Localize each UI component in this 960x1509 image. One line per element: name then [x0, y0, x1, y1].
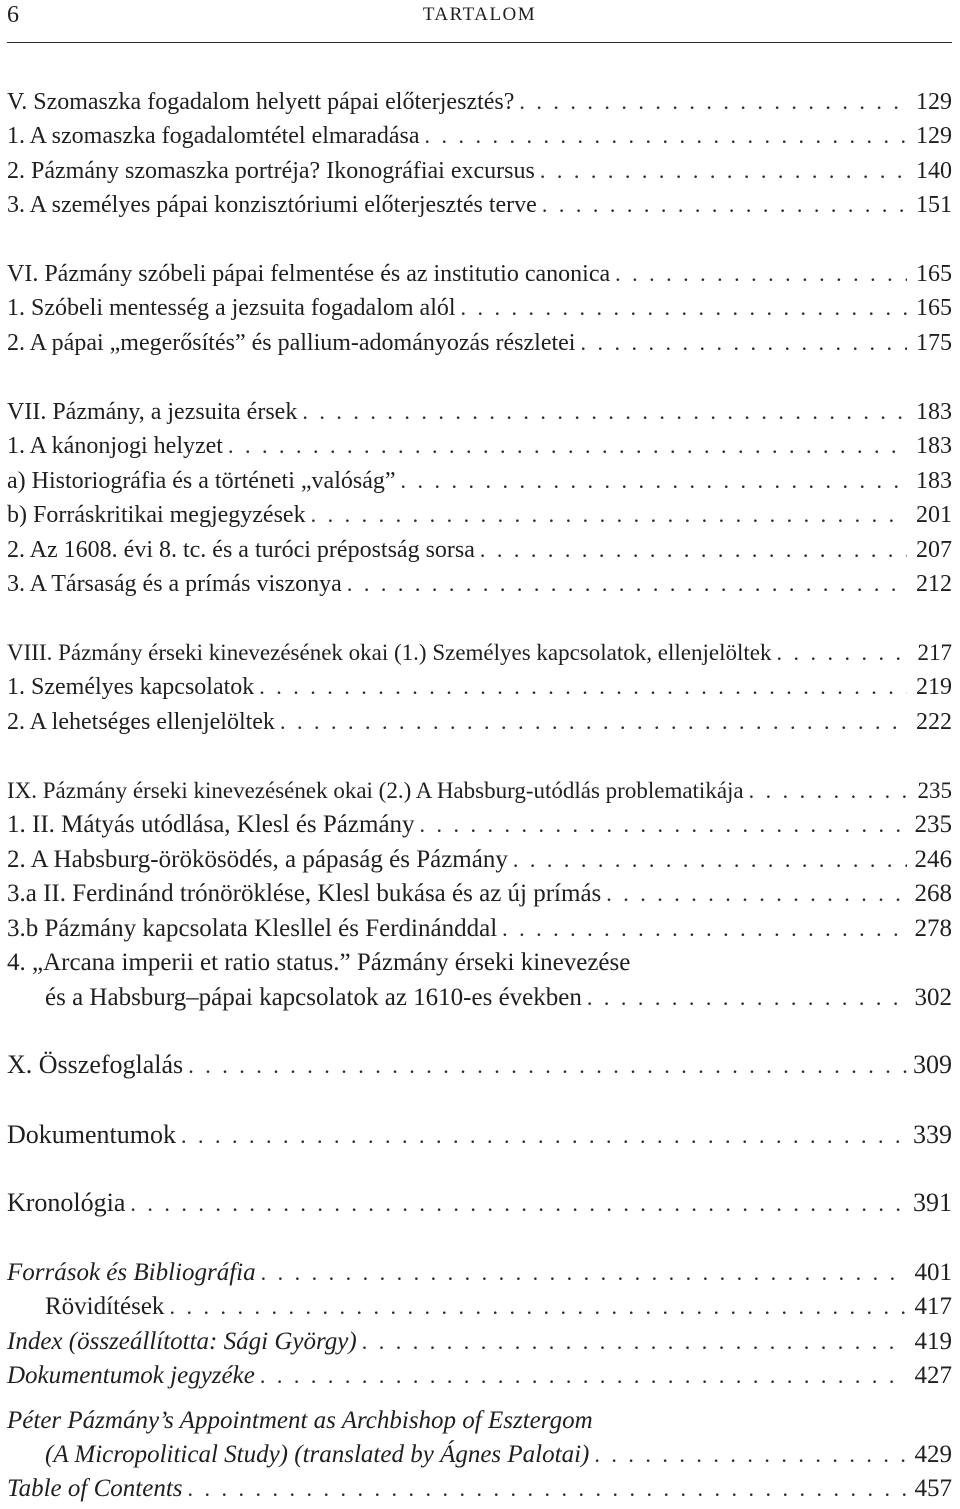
toc-entry[interactable]: [7, 912, 952, 946]
dot-leader: [480, 533, 907, 567]
dot-leader: [261, 1256, 907, 1290]
toc-entry[interactable]: [7, 1290, 952, 1324]
toc-entry-page: 302: [914, 984, 952, 1011]
toc-entry[interactable]: [7, 1118, 952, 1152]
toc-entry-page: 151: [916, 192, 952, 218]
toc-entry-title: Kronológia: [7, 1188, 126, 1217]
dot-leader: [776, 636, 907, 670]
toc-entry[interactable]: [7, 326, 952, 360]
toc-entry-title: 3. A Társaság és a prímás viszonya: [7, 571, 342, 597]
running-title: TARTALOM: [422, 4, 537, 25]
toc-entry-page: 429: [914, 1441, 952, 1468]
toc-entry-page: 222: [916, 709, 952, 735]
toc-entry-title: IX. Pázmány érseki kinevezésének okai (2.) A Habsburg-utódlás problematikája: [7, 778, 744, 803]
dot-leader: [502, 912, 907, 946]
toc-entry-page: 235: [914, 811, 952, 838]
toc-entry-page: 201: [916, 502, 952, 528]
dot-leader: [130, 1187, 907, 1221]
toc-entry-title: X. Összefoglalás: [7, 1050, 184, 1079]
toc-entry-title: (A Micropolitical Study) (translated by Ágnes Palotai): [45, 1441, 590, 1468]
toc-entry-title: 1. II. Mátyás utódlása, Klesl és Pázmány: [7, 811, 415, 838]
toc-entry[interactable]: [7, 774, 952, 808]
dot-leader: [540, 154, 907, 188]
toc-entry[interactable]: [7, 808, 952, 842]
toc-entry-page: 165: [916, 295, 952, 321]
dot-leader: [513, 843, 907, 877]
toc-entry[interactable]: [7, 705, 952, 739]
toc-entry[interactable]: [7, 636, 952, 670]
toc-entry-title: 2. A pápai „megerősítés” és pallium-adományozás részletei: [7, 330, 576, 356]
dot-leader: [401, 464, 908, 498]
toc-entry-title: és a Habsburg–pápai kapcsolatok az 1610-es években: [45, 984, 582, 1011]
toc-entry-title: Rövidítések: [45, 1293, 165, 1320]
dot-leader: [749, 774, 907, 808]
toc-entry-page: 457: [914, 1475, 952, 1502]
toc-entry-page: 175: [916, 330, 952, 356]
dot-leader: [188, 1049, 907, 1083]
toc-entry-title: Dokumentumok jegyzéke: [7, 1362, 255, 1389]
toc-entry-title: b) Forráskritikai megjegyzések: [7, 502, 306, 528]
dot-leader: [302, 395, 907, 429]
dot-leader: [259, 670, 907, 704]
dot-leader: [606, 877, 907, 911]
toc-entry-page: 246: [914, 846, 952, 873]
toc-entry-title: VII. Pázmány, a jezsuita érsek: [7, 399, 298, 425]
toc-entry-title: 1. A kánonjogi helyzet: [7, 433, 223, 459]
toc-entry[interactable]: [7, 843, 952, 877]
toc-entry[interactable]: [7, 1325, 952, 1359]
toc-entry[interactable]: [7, 981, 952, 1015]
dot-leader: [228, 429, 907, 463]
toc-entry-title: V. Szomaszka fogadalom helyett pápai előterjesztés?: [7, 89, 515, 115]
toc-entry[interactable]: [7, 1359, 952, 1393]
toc-entry[interactable]: [7, 464, 952, 498]
dot-leader: [260, 1359, 907, 1393]
toc-entry-title: 3. A személyes pápai konzisztóriumi előterjesztés terve: [7, 192, 537, 218]
toc-entry[interactable]: [7, 429, 952, 463]
toc-entry-page: 165: [916, 261, 952, 287]
dot-leader: [420, 808, 907, 842]
dot-leader: [519, 85, 907, 119]
toc-entry-page: 235: [917, 778, 952, 803]
toc-entry[interactable]: [7, 670, 952, 704]
toc-entry[interactable]: [7, 257, 952, 291]
dot-leader: [542, 188, 907, 222]
dot-leader: [594, 1438, 907, 1472]
toc-entry-page: 219: [916, 674, 952, 700]
toc-entry-page: 217: [917, 640, 952, 665]
toc-entry[interactable]: [7, 85, 952, 119]
dot-leader: [311, 498, 907, 532]
toc-entry[interactable]: [7, 1256, 952, 1290]
toc-entry-title: Források és Bibliográfia: [7, 1259, 256, 1286]
toc-entry-title: a) Historiográfia és a történeti „valóság”: [7, 468, 396, 494]
page-number: 6: [7, 2, 19, 28]
dot-leader: [587, 981, 907, 1015]
toc-entry-first-line[interactable]: Péter Pázmány’s Appointment as Archbishop of Esztergom: [7, 1407, 593, 1434]
toc-entry-title: 2. Az 1608. évi 8. tc. és a turóci prépostság sorsa: [7, 537, 475, 563]
dot-leader: [169, 1290, 907, 1324]
toc-entry[interactable]: [7, 877, 952, 911]
toc-entry[interactable]: [7, 533, 952, 567]
toc-entry-page: 140: [916, 158, 952, 184]
toc-entry[interactable]: [7, 567, 952, 601]
toc-entry-title: VIII. Pázmány érseki kinevezésének okai (1.) Személyes kapcsolatok, ellenjelöltek: [7, 640, 772, 665]
toc-entry-page: 183: [916, 433, 952, 459]
toc-entry[interactable]: [7, 395, 952, 429]
toc-entry-title: 2. Pázmány szomaszka portréja? Ikonográfiai excursus: [7, 158, 535, 184]
toc-entry[interactable]: [7, 1472, 952, 1506]
toc-entry-page: 427: [914, 1362, 952, 1389]
toc-entry-page: 207: [916, 537, 952, 563]
toc-entry-title: 1. Személyes kapcsolatok: [7, 674, 255, 700]
toc-entry[interactable]: [7, 1186, 952, 1220]
toc-entry-first-line[interactable]: 4. „Arcana imperii et ratio status.” Pázmány érseki kinevezése: [7, 949, 631, 976]
toc-entry-page: 268: [914, 880, 952, 907]
toc-entry-title: 3.a II. Ferdinánd trónöröklése, Klesl bukása és az új prímás: [7, 880, 602, 907]
page-header: [7, 0, 952, 43]
toc-entry-page: 129: [916, 123, 952, 149]
toc-entry-title: 1. A szomaszka fogadalomtétel elmaradása: [7, 123, 420, 149]
toc-entry-page: 339: [913, 1120, 952, 1149]
toc-entry[interactable]: [7, 154, 952, 188]
toc-entry-page: 401: [914, 1259, 952, 1286]
dot-leader: [615, 257, 907, 291]
toc-entry-page: 212: [916, 571, 952, 597]
dot-leader: [188, 1472, 908, 1506]
toc-entry-title: 3.b Pázmány kapcsolata Klesllel és Ferdinánddal: [7, 915, 498, 942]
toc-entry-title: Index (összeállította: Sági György): [7, 1328, 357, 1355]
dot-leader: [580, 326, 907, 360]
toc-entry-title: Dokumentumok: [7, 1120, 176, 1149]
toc-entry-title: Table of Contents: [7, 1475, 183, 1502]
dot-leader: [347, 567, 907, 601]
toc-entry-page: 419: [914, 1328, 952, 1355]
toc-entry-page: 309: [913, 1050, 952, 1079]
toc-entry-title: 2. A lehetséges ellenjelöltek: [7, 709, 275, 735]
dot-leader: [280, 705, 907, 739]
toc-entry-page: 183: [916, 468, 952, 494]
toc-entry[interactable]: [7, 291, 952, 325]
toc-entry-page: 391: [913, 1188, 952, 1217]
toc-entry-title: VI. Pázmány szóbeli pápai felmentése és az institutio canonica: [7, 261, 611, 287]
toc-entry-page: 278: [914, 915, 952, 942]
dot-leader: [461, 291, 907, 325]
toc-entry-page: 417: [914, 1293, 952, 1320]
toc-entry[interactable]: [7, 1438, 952, 1472]
toc-entry[interactable]: [7, 119, 952, 153]
dot-leader: [181, 1119, 907, 1153]
toc-entry[interactable]: [7, 188, 952, 222]
dot-leader: [425, 119, 907, 153]
toc-entry-title: 2. A Habsburg-örökösödés, a pápaság és Pázmány: [7, 846, 508, 873]
toc-entry-page: 183: [916, 399, 952, 425]
toc-entry[interactable]: [7, 1048, 952, 1082]
toc-entry[interactable]: [7, 498, 952, 532]
toc-entry-title: 1. Szóbeli mentesség a jezsuita fogadalom alól: [7, 295, 456, 321]
dot-leader: [362, 1325, 907, 1359]
toc-entry-page: 129: [916, 89, 952, 115]
